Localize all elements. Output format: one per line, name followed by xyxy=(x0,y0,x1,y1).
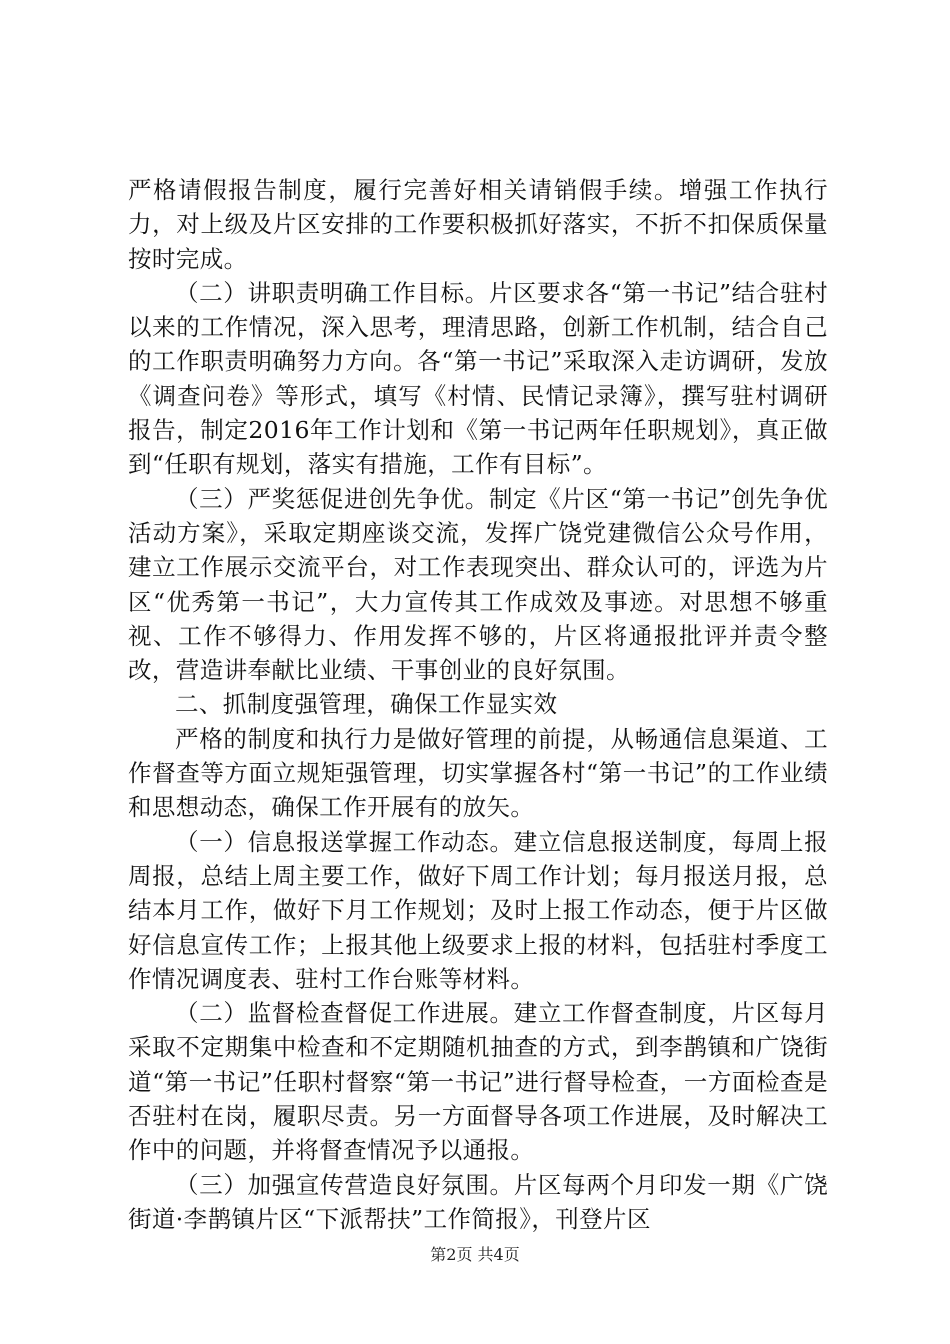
paragraph-clarify-goals: （二）讲职责明确工作目标。片区要求各“第一书记”结合驻村以来的工作情况，深入思考，理清思路，创新工作机制，结合自己的工作职责明确努力方向。各“第一书记”采取深入走访调研，发放《调查问卷》等形式，填写《村情、民情记录簿》，撰写驻村调研报告，制定2016年工作计划和《第一书记两年任职规划》，真正做到“任职有规划，落实有措施，工作有目标”。 xyxy=(128,278,828,479)
paragraph-supervision: （二）监督检查督促工作进展。建立工作督查制度，片区每月采取不定期集中检查和不定期随机抽查的方式，到李鹊镇和广饶街道“第一书记”任职村督察“第一书记”进行督导检查，一方面检查是否驻村在岗，履职尽责。另一方面督导各项工作进展，及时解决工作中的问题，并将督查情况予以通报。 xyxy=(128,999,828,1165)
page-footer: 第2页 共4页 xyxy=(430,1245,520,1264)
paragraph-leave-system: 严格请假报告制度，履行完善好相关请销假手续。增强工作执行力，对上级及片区安排的工作要积极抓好落实，不折不扣保质保量按时完成。 xyxy=(128,176,828,273)
paragraph-info-reporting: （一）信息报送掌握工作动态。建立信息报送制度，每周上报周报，总结上周主要工作，做好下周工作计划；每月报送月报，总结本月工作，做好下月工作规划；及时上报工作动态，便于片区做好信息宣传工作；上报其他上级要求上报的材料，包括驻村季度工作情况调度表、驻村工作台账等材料。 xyxy=(128,827,828,993)
paragraph-publicity: （三）加强宣传营造良好氛围。片区每两个月印发一期《广饶街道·李鹊镇片区“下派帮扶”工作简报》，刊登片区 xyxy=(128,1170,828,1233)
paragraph-rewards-penalties: （三）严奖惩促进创先争优。制定《片区“第一书记”创先争优活动方案》，采取定期座谈交流，发挥广饶党建微信公众号作用，建立工作展示交流平台，对工作表现突出、群众认可的，评选为片区“优秀第一书记”，大力宣传其工作成效及事迹。对思想不够重视、工作不够得力、作用发挥不够的，片区将通报批评并责令整改，营造讲奉献比业绩、干事创业的良好氛围。 xyxy=(128,484,828,685)
document-body xyxy=(128,173,828,1236)
paragraph-strict-system: 严格的制度和执行力是做好管理的前提，从畅通信息渠道、工作督查等方面立规矩强管理，切实掌握各村“第一书记”的工作业绩和思想动态，确保工作开展有的放矢。 xyxy=(128,724,828,822)
section-heading-management: 二、抓制度强管理，确保工作显实效 xyxy=(175,690,558,719)
